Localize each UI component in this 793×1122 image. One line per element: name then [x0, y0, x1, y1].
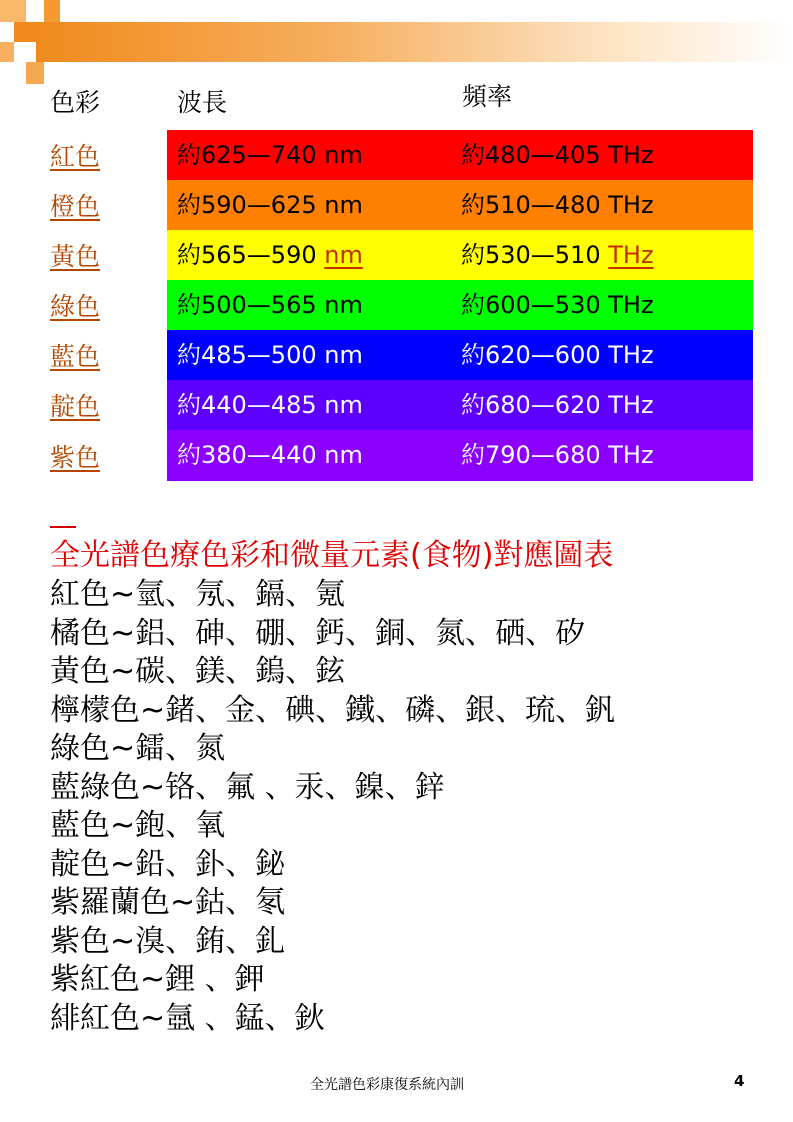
- band-orange: [167, 180, 753, 230]
- header-square: [0, 42, 14, 62]
- frequency-value: 約480—405 THz: [461, 141, 654, 169]
- band-green: [167, 280, 753, 330]
- frequency-value: 約620—600 THz: [461, 341, 654, 369]
- list-item: 藍綠色~铬、氟 、汞、鎳、鋅: [50, 769, 445, 805]
- row-label-orange[interactable]: 橙色: [50, 192, 101, 221]
- unit-link[interactable]: THz: [608, 241, 654, 269]
- wavelength-value: 約565—590 nm: [177, 241, 363, 269]
- header-gradient-bar: [36, 22, 793, 62]
- list-item: 紫紅色~鋰 、鉀: [50, 962, 265, 997]
- list-item: 藍色~鉋、氧: [50, 808, 226, 843]
- list-item: 紅色~氫、氖、鎘、氪: [50, 577, 346, 612]
- frequency-value: 約510—480 THz: [461, 191, 654, 219]
- row-label-indigo[interactable]: 靛色: [50, 392, 101, 421]
- header-wavelength: 波長: [177, 88, 228, 117]
- wavelength-value: 約500—565 nm: [177, 291, 363, 319]
- footer-text: 全光譜色彩康復系統內訓: [310, 1077, 464, 1093]
- header-square: [0, 0, 26, 22]
- frequency-value: 約680—620 THz: [461, 391, 654, 419]
- row-label-red[interactable]: 紅色: [50, 142, 101, 171]
- wavelength-value: 約380—440 nm: [177, 441, 363, 469]
- list-item: 緋紅色~氬 、錳、鈥: [50, 1000, 325, 1036]
- list-item: 綠色~鐳、氮: [50, 731, 226, 766]
- header-frequency: 頻率: [462, 82, 513, 111]
- wavelength-value: 約485—500 nm: [177, 341, 363, 369]
- header-color: 色彩: [50, 88, 101, 117]
- band-red: [167, 130, 753, 180]
- list-item: 紫羅蘭色~鈷、氡: [50, 885, 286, 920]
- page-number: 4: [734, 1072, 745, 1090]
- list-item: 橘色~鋁、砷、硼、鈣、銅、氮、硒、矽: [50, 615, 586, 651]
- frequency-value: 約790—680 THz: [461, 441, 654, 469]
- section-title: 全光譜色療色彩和微量元素(食物)對應圖表: [50, 538, 614, 573]
- frequency-value: 約530—510 THz: [461, 241, 654, 269]
- header-square: [44, 0, 60, 22]
- wavelength-value: 約590—625 nm: [177, 191, 363, 219]
- band-violet: [167, 430, 753, 481]
- row-label-green[interactable]: 綠色: [50, 292, 101, 321]
- list-item: 檸檬色~鍺、金、碘、鐵、磷、銀、琉、釩: [50, 692, 616, 728]
- element-list: [50, 576, 615, 1038]
- wavelength-value: 約625—740 nm: [177, 141, 363, 169]
- header-square: [26, 62, 44, 84]
- header-square: [14, 22, 36, 42]
- wavelength-value: 約440—485 nm: [177, 391, 363, 419]
- section-dash: [50, 526, 76, 528]
- row-label-yellow[interactable]: 黃色: [50, 242, 101, 271]
- row-label-blue[interactable]: 藍色: [50, 342, 101, 371]
- list-item: 靛色~鉛、釙、鉍: [50, 846, 286, 882]
- band-indigo: [167, 380, 753, 430]
- band-yellow: [167, 230, 753, 280]
- frequency-value: 約600—530 THz: [461, 291, 654, 319]
- list-item: 黃色~碳、鎂、鎢、鉉: [50, 654, 346, 689]
- list-item: 紫色~溴、銪、釓: [50, 923, 286, 959]
- row-label-violet[interactable]: 紫色: [50, 443, 101, 472]
- unit-link[interactable]: nm: [324, 241, 363, 269]
- band-blue: [167, 330, 753, 380]
